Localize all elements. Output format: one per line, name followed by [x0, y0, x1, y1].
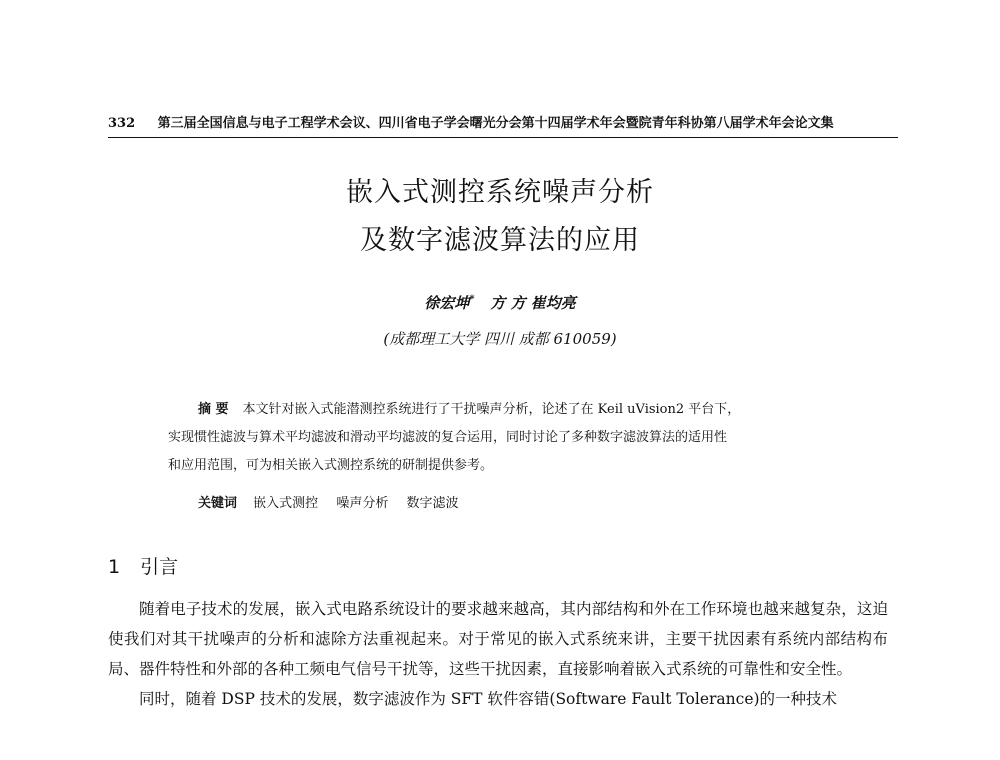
- keyword: 嵌入式测控: [253, 496, 319, 511]
- section-number: 1: [108, 556, 121, 578]
- keywords-label: 关键词: [198, 496, 238, 511]
- author-list: [0, 292, 1000, 313]
- keyword: 噪声分析: [336, 496, 389, 511]
- paragraph: 同时，随着 DSP 技术的发展，数字滤波作为 SFT 软件容错(Software Fault Tolerance)的一种技术: [139, 690, 838, 708]
- abstract: [108, 396, 838, 480]
- abstract-line-3: 和应用范围，可为相关嵌入式测控系统的研制提供参考。: [168, 458, 494, 473]
- affiliation: (成都理工大学 四川 成都 610059): [383, 330, 617, 348]
- keyword: 数字滤波: [406, 496, 459, 511]
- page-number: 332: [108, 116, 136, 131]
- paragraph: 随着电子技术的发展，嵌入式电路系统设计的要求越来越高，其内部结构和外在工作环境也越来越复杂，这迫使我们对其干扰噪声的分析和滤除方法重视起来。对于常见的嵌入式系统来讲，主要干扰因素有系统内部结构布局、器件特性和外部的各种工频电气信号干扰等，这些干扰因素，直接影响着嵌入式系统的可靠性和安全性。: [108, 600, 888, 678]
- abstract-line-2: 实现惯性滤波与算术平均滤波和滑动平均滤波的复合运用，同时讨论了多种数字滤波算法的适用性: [168, 430, 728, 445]
- section-title: 引言: [140, 556, 179, 578]
- corresponding-mark: *: [469, 294, 475, 305]
- proceedings-title: 第三届全国信息与电子工程学术会议、四川省电子学会曙光分会第十四届学术年会暨院青年科协第八届学术年会论文集: [157, 116, 834, 131]
- abstract-line-1: 本文针对嵌入式能潜测控系统进行了干扰噪声分析，论述了在 Keil uVision2 平台下，: [242, 402, 741, 417]
- paper-title-line-2: 及数字滤波算法的应用: [360, 225, 640, 256]
- first-author: 徐宏坤: [424, 294, 470, 312]
- abstract-label: 摘 要: [198, 402, 229, 417]
- running-header: [108, 112, 898, 138]
- keywords: [198, 492, 472, 511]
- paper-title-line-1: 嵌入式测控系统噪声分析: [346, 177, 654, 208]
- other-authors: 方 方 崔均亮: [490, 294, 576, 312]
- section-heading: [108, 552, 178, 579]
- body-text: [108, 594, 888, 714]
